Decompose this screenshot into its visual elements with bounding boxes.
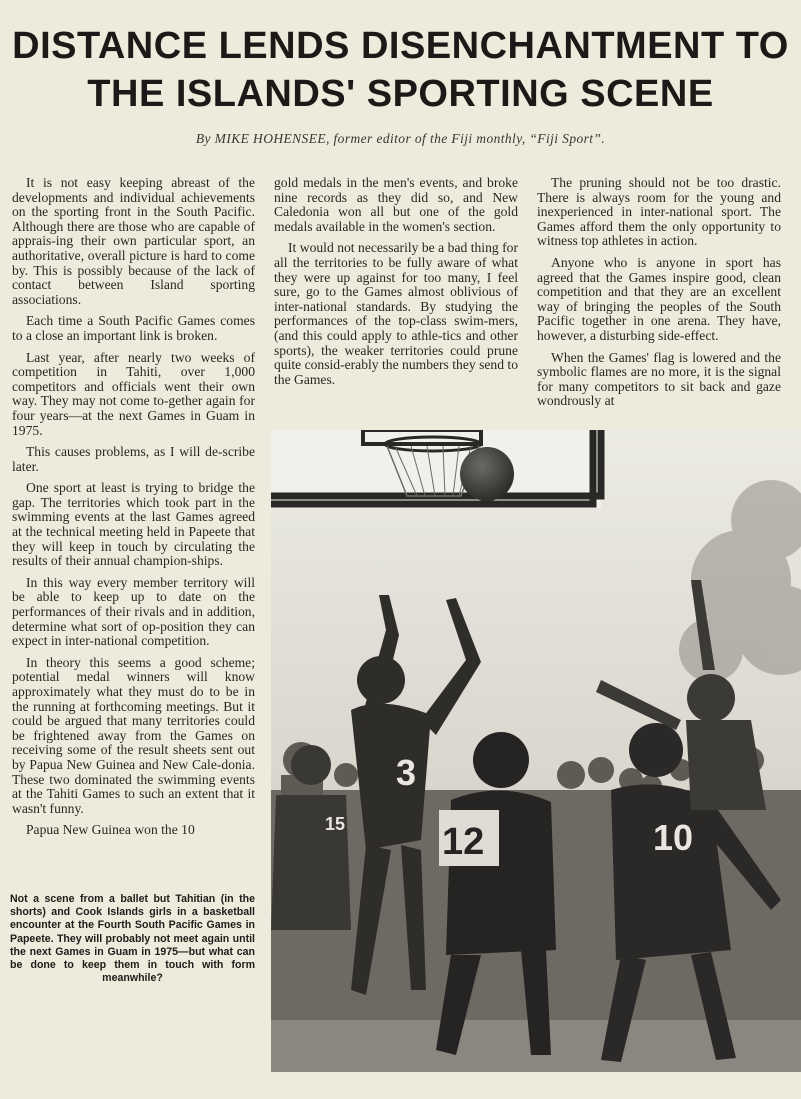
paragraph: When the Games' flag is lowered and the symbolic flames are no more, it is the signal for many competitors to sit back and gaze wondrously at xyxy=(537,349,781,409)
paragraph: It would not necessarily be a bad thing for all the territories to be fully aware of what they were up against for too many, I feel sure, go to the Games almost oblivious of inter-national standards. By studying the performances of the top-class swim-mers, (and this could apply to athle-tics and other sports), the weaker territories could prune quite consid-erably the numbers they send to the Games. xyxy=(274,240,518,387)
article-column-1 xyxy=(12,176,255,845)
paragraph: Each time a South Pacific Games comes to a close an important link is broken. xyxy=(12,313,255,343)
jersey-number-12: 12 xyxy=(442,821,485,863)
byline: By MIKE HOHENSEE, former editor of the Fiji monthly, “Fiji Sport”. xyxy=(195,131,606,146)
paragraph: It is not easy keeping abreast of the developments and individual achievements on the sporting front in the South Pacific. Although there are those who are capable of apprais-ing their own particular sport, an authoritative, overall picture is hard to come by. This is possibly because of the lack of contact between Island sporting associations. xyxy=(12,175,255,307)
paragraph: Papua New Guinea won the 10 xyxy=(26,822,195,838)
headline-line-2: THE ISLANDS' SPORTING SCENE xyxy=(87,73,714,115)
basketball-photo xyxy=(271,430,801,1072)
basketball xyxy=(460,447,514,501)
paragraph: In this way every member territory will be able to keep up to date on the performances of their rivals and in addition, determine what sort of op-position they can expect in inter-national competition. xyxy=(12,574,255,649)
paragraph: In theory this seems a good scheme; potential medal winners will know approximately what they must do to be in the running at forthcoming meetings. But it could be argued that many territories could be frightened away from the Games on receiving some of the result sheets sent out by Papua New Guinea and New Cale-donia. These two dominated the swimming events at the Tahiti Games to such an extent that it wasn't funny. xyxy=(12,654,255,816)
paragraph: gold medals in the men's events, and broke nine records as they did so, and New Caledonia won all but one of the gold medals available in the women's section. xyxy=(274,175,518,234)
jersey-number-10: 10 xyxy=(653,817,694,858)
jersey-number-15: 15 xyxy=(325,814,346,834)
paragraph: Last year, after nearly two weeks of competition in Tahiti, over 1,000 competitors and officials went their own way. They may not come to-gether again for four years—at the next Games in Guam in 1975. xyxy=(12,349,255,438)
paragraph: This causes problems, as I will de-scribe later. xyxy=(12,444,255,474)
paragraph: Anyone who is anyone in sport has agreed that the Games inspire good, clean competition and that they are an excellent way of bringing the peoples of the South Pacific together in one arena. They have, however, a disturbing side-effect. xyxy=(537,254,781,343)
article-column-2 xyxy=(274,176,518,394)
photo-caption: Not a scene from a ballet but Tahitian (in the shorts) and Cook Islands girls in a basketball encounter at the Fourth South Pacific Games in Papeete. They will probably not meet again until the next Games in Guam in 1975—but what can be done to keep them in touch with form meanwhile? xyxy=(10,893,255,985)
paragraph: One sport at least is trying to bridge the gap. The territories which took part in the swimming events at the last Games agreed at the technical meeting held in Papeete that they will keep in touch by circulating the results of their annual champion-ships. xyxy=(12,480,255,569)
headline-line-1: DISTANCE LENDS DISENCHANTMENT TO xyxy=(12,25,789,67)
jersey-number-3: 3 xyxy=(396,752,417,793)
paragraph: The pruning should not be too drastic. There is always room for the young and inexperienced in inter-national sport. The Games afford them the only opportunity to witness top athletes in action. xyxy=(537,175,781,249)
article-column-3 xyxy=(537,176,781,416)
headline xyxy=(0,22,801,118)
